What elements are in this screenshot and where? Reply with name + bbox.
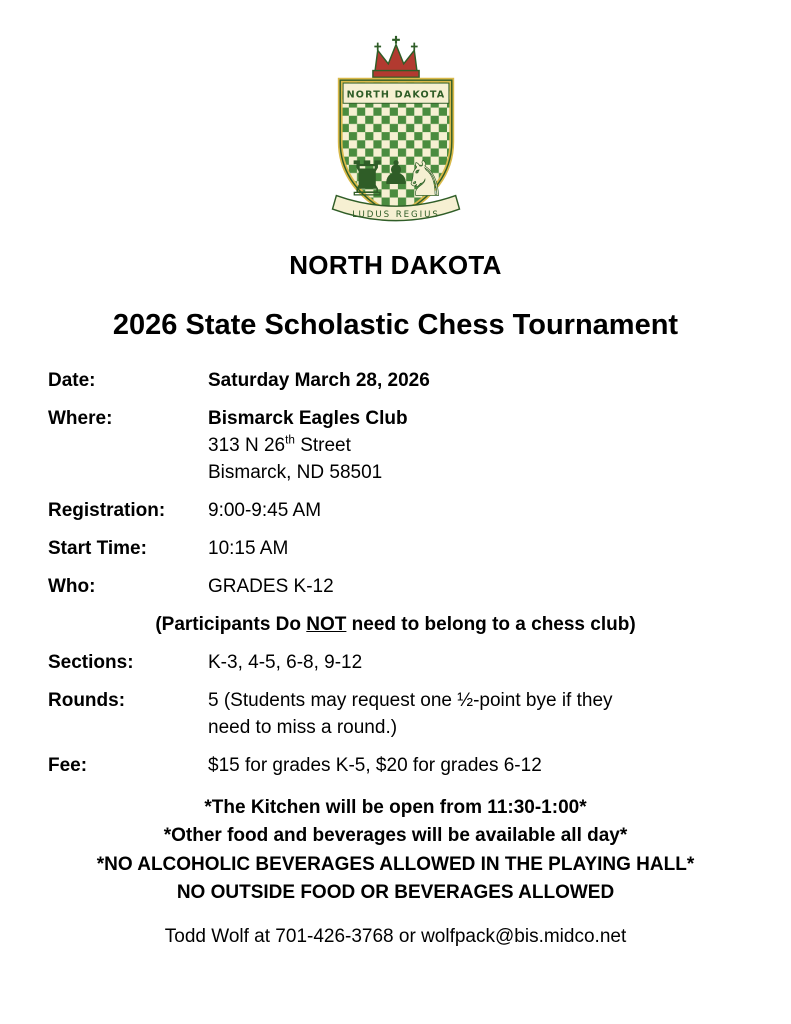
sections-value: K-3, 4-5, 6-8, 9-12 [208,651,363,673]
sections-label: Sections: [48,651,134,673]
date-value: Saturday March 28, 2026 [208,370,430,391]
fee-label: Fee: [48,754,88,776]
start-time-value: 10:15 AM [208,537,289,559]
page-title: NORTH DAKOTA [289,250,502,280]
page-subtitle: 2026 State Scholastic Chess Tournament [112,309,679,341]
detail-row-fee [48,753,743,780]
who-label: Who: [48,575,96,597]
where-label: Where: [48,407,113,429]
where-venue: Bismarck Eagles Club [208,407,408,429]
notes-block [48,794,743,908]
where-street-ordinal: th [285,433,295,447]
detail-row-sections [48,650,743,677]
where-street-name: Street [294,434,351,456]
detail-row-rounds [48,688,743,742]
who-value: GRADES K-12 [208,575,334,597]
chess-crest-logo [322,34,470,236]
rounds-label: Rounds: [48,689,126,711]
note-no-outside-food: NO OUTSIDE FOOD OR BEVERAGES ALLOWED [176,882,615,904]
logo-container [48,34,743,236]
crown-icon [372,36,418,77]
note-no-alcohol: *NO ALCOHOLIC BEVERAGES ALLOWED IN THE PLAYING HALL* [96,853,695,875]
participants-note [48,612,743,639]
detail-row-who [48,574,743,601]
detail-row-registration [48,498,743,525]
rook-icon: ♜ [345,151,389,208]
start-time-label: Start Time: [48,537,147,559]
knight-icon: ♞ [402,151,446,208]
detail-row-where [48,406,743,487]
registration-value: 9:00-9:45 AM [208,499,322,521]
fee-value: $15 for grades K-5, $20 for grades 6-12 [208,754,542,776]
date-label: Date: [48,370,96,391]
crest-motto-text: LUDUS REGIUS [351,209,440,220]
where-city: Bismarck, ND 58501 [208,461,383,483]
detail-row-date [48,368,743,395]
detail-row-start-time [48,536,743,563]
where-street-number: 313 N 26 [208,434,286,456]
participants-note-post: need to belong to a chess club) [346,613,636,635]
where-value [208,406,408,487]
crest-banner-text: NORTH DAKOTA [346,89,445,101]
note-food-beverages: *Other food and beverages will be available all day* [163,825,628,847]
contact-info: Todd Wolf at 701-426-3768 or wolfpack@bis.midco.net [164,925,627,947]
note-kitchen: *The Kitchen will be open from 11:30-1:00* [204,796,587,818]
registration-label: Registration: [48,499,166,521]
participants-note-underlined: NOT [306,613,347,635]
rounds-value: 5 (Students may request one ½-point bye if they need to miss a round.) [208,689,613,738]
participants-note-pre: (Participants Do [155,613,307,635]
where-street [208,433,408,460]
pawn-icon: ♟ [380,154,411,193]
